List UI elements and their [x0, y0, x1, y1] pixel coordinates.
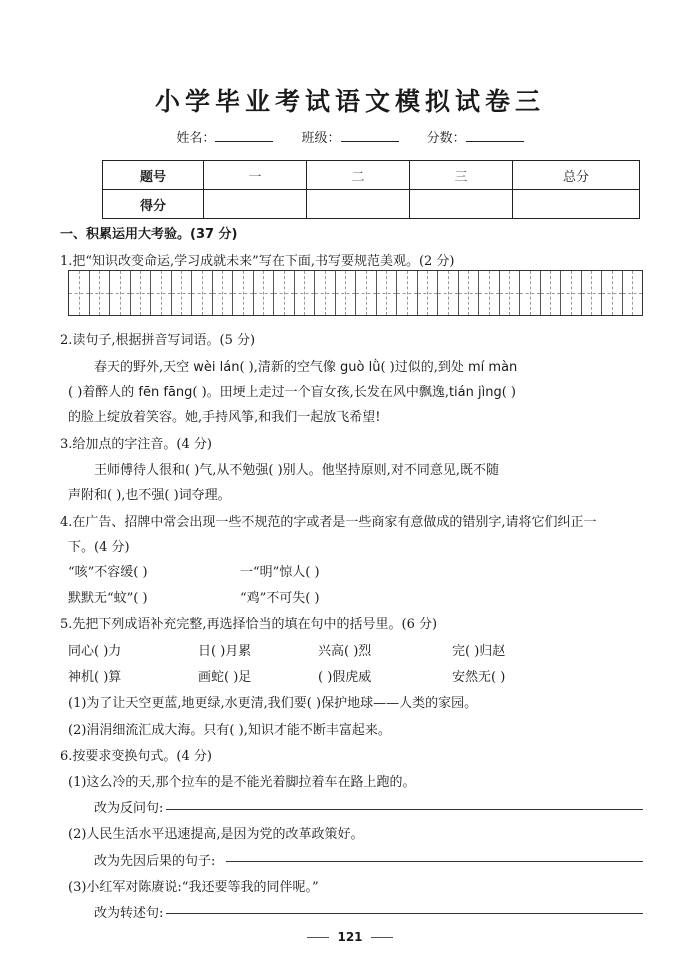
text-segment: ( )过似的,到处 [380, 360, 468, 375]
question-5-sentence-1: (1)为了让天空更蓝,地更绿,水更清,我们要( )保护地球——人类的家园。 [68, 696, 478, 711]
question-3-line-2: 声附和( ),也不强( )词夺理。 [68, 488, 231, 503]
pinyin: tián jìng [448, 385, 502, 400]
question-3: 3.给加点的字注音。(4 分) [60, 437, 212, 452]
page-number: 121 [337, 930, 363, 944]
text-segment: 春天的野外,天空 [94, 360, 194, 375]
idiom-item: 安然无( ) [452, 670, 506, 685]
text-segment: ( )。田埂上走过一个盲女孩,长发在风中飘逸, [192, 385, 449, 400]
question-6-task-3: 改为转述句: [94, 906, 164, 921]
question-6-sentence-3: (3)小红军对陈赓说:“我还要等我的同伴呢。” [68, 880, 319, 895]
idiom-item: 完( )归赵 [452, 644, 506, 659]
question-6-sentence-1: (1)这么冷的天,那个拉车的是不能光着脚拉着车在路上跑的。 [68, 775, 416, 790]
question-5: 5.先把下列成语补充完整,再选择恰当的填在句中的括号里。(6 分) [60, 617, 438, 632]
idiom-item: ( )假虎威 [318, 670, 372, 685]
question-2-line-2 [68, 381, 516, 400]
text-segment: ( )着醉人的 [68, 385, 139, 400]
score-table-row-label: 得分 [103, 190, 204, 219]
question-1: 1.把“知识改变命运,学习成就未来”写在下面,书写要规范美观。(2 分) [60, 254, 455, 269]
answer-line[interactable] [166, 809, 643, 810]
idiom-item: 兴高( )烈 [318, 644, 372, 659]
pinyin: mí màn [468, 360, 518, 375]
score-table [102, 160, 640, 219]
text-segment: ( ) [501, 385, 516, 400]
score-table-header-2: 二 [307, 161, 410, 190]
question-6: 6.按要求变换句式。(4 分) [60, 749, 212, 764]
page-title: 小学毕业考试语文模拟试卷三 [154, 87, 545, 116]
score-table-header-no: 题号 [103, 161, 204, 190]
answer-line[interactable] [226, 861, 643, 862]
idiom-item: 日( )月累 [198, 644, 252, 659]
writing-grid[interactable] [68, 270, 643, 316]
question-6-sentence-2: (2)人民生活水平迅速提高,是因为党的改革政策好。 [68, 827, 364, 842]
question-6-task-1: 改为反问句: [94, 801, 164, 816]
score-cell[interactable] [410, 190, 513, 219]
score-cell[interactable] [204, 190, 307, 219]
answer-line[interactable] [166, 913, 643, 914]
idiom-item: 画蛇( )足 [198, 670, 252, 685]
student-info [0, 127, 700, 146]
class-label: 班级： [301, 131, 341, 146]
page-number-wrap [0, 930, 700, 944]
section-heading: 一、积累运用大考验。(37 分) [60, 227, 238, 242]
score-label: 分数： [426, 131, 466, 146]
text-segment: ( ),清新的空气像 [239, 360, 341, 375]
name-field[interactable] [215, 129, 273, 142]
idiom-item: 神机( )算 [68, 670, 122, 685]
question-5-sentence-2: (2)涓涓细流汇成大海。只有( ),知识才能不断丰富起来。 [68, 723, 391, 738]
pinyin: fēn fāng [138, 385, 193, 400]
divider [371, 937, 393, 938]
correction-item: 一“明”惊人( ) [240, 565, 320, 580]
score-field[interactable] [466, 129, 524, 142]
correction-item: “鸡”不可失( ) [240, 591, 320, 606]
score-cell[interactable] [307, 190, 410, 219]
pinyin: guò lǜ [340, 360, 381, 375]
score-table-header-total: 总分 [513, 161, 640, 190]
correction-item: 默默无“蚊”( ) [68, 591, 148, 606]
score-table-header-3: 三 [410, 161, 513, 190]
question-2-line-3: 的脸上绽放着笑容。她,手持风筝,和我们一起放飞希望! [68, 410, 381, 425]
name-label: 姓名： [176, 131, 216, 146]
class-field[interactable] [341, 129, 399, 142]
score-cell[interactable] [513, 190, 640, 219]
divider [307, 937, 329, 938]
question-3-line-1: 王师傅待人很和( )气,从不勉强( )别人。他坚持原则,对不同意见,既不随 [94, 463, 499, 478]
question-6-task-2: 改为先因后果的句子: [94, 854, 216, 869]
question-4-cont: 下。(4 分) [68, 540, 130, 555]
correction-item: “咳”不容缓( ) [68, 565, 148, 580]
pinyin: wèi lán [193, 360, 240, 375]
idiom-item: 同心( )力 [68, 644, 122, 659]
question-2-line-1 [94, 356, 517, 375]
question-4: 4.在广告、招牌中常会出现一些不规范的字或者是一些商家有意做成的错别字,请将它们纠正一 [60, 515, 597, 530]
score-table-header-1: 一 [204, 161, 307, 190]
question-2: 2.读句子,根据拼音写词语。(5 分) [60, 333, 256, 348]
